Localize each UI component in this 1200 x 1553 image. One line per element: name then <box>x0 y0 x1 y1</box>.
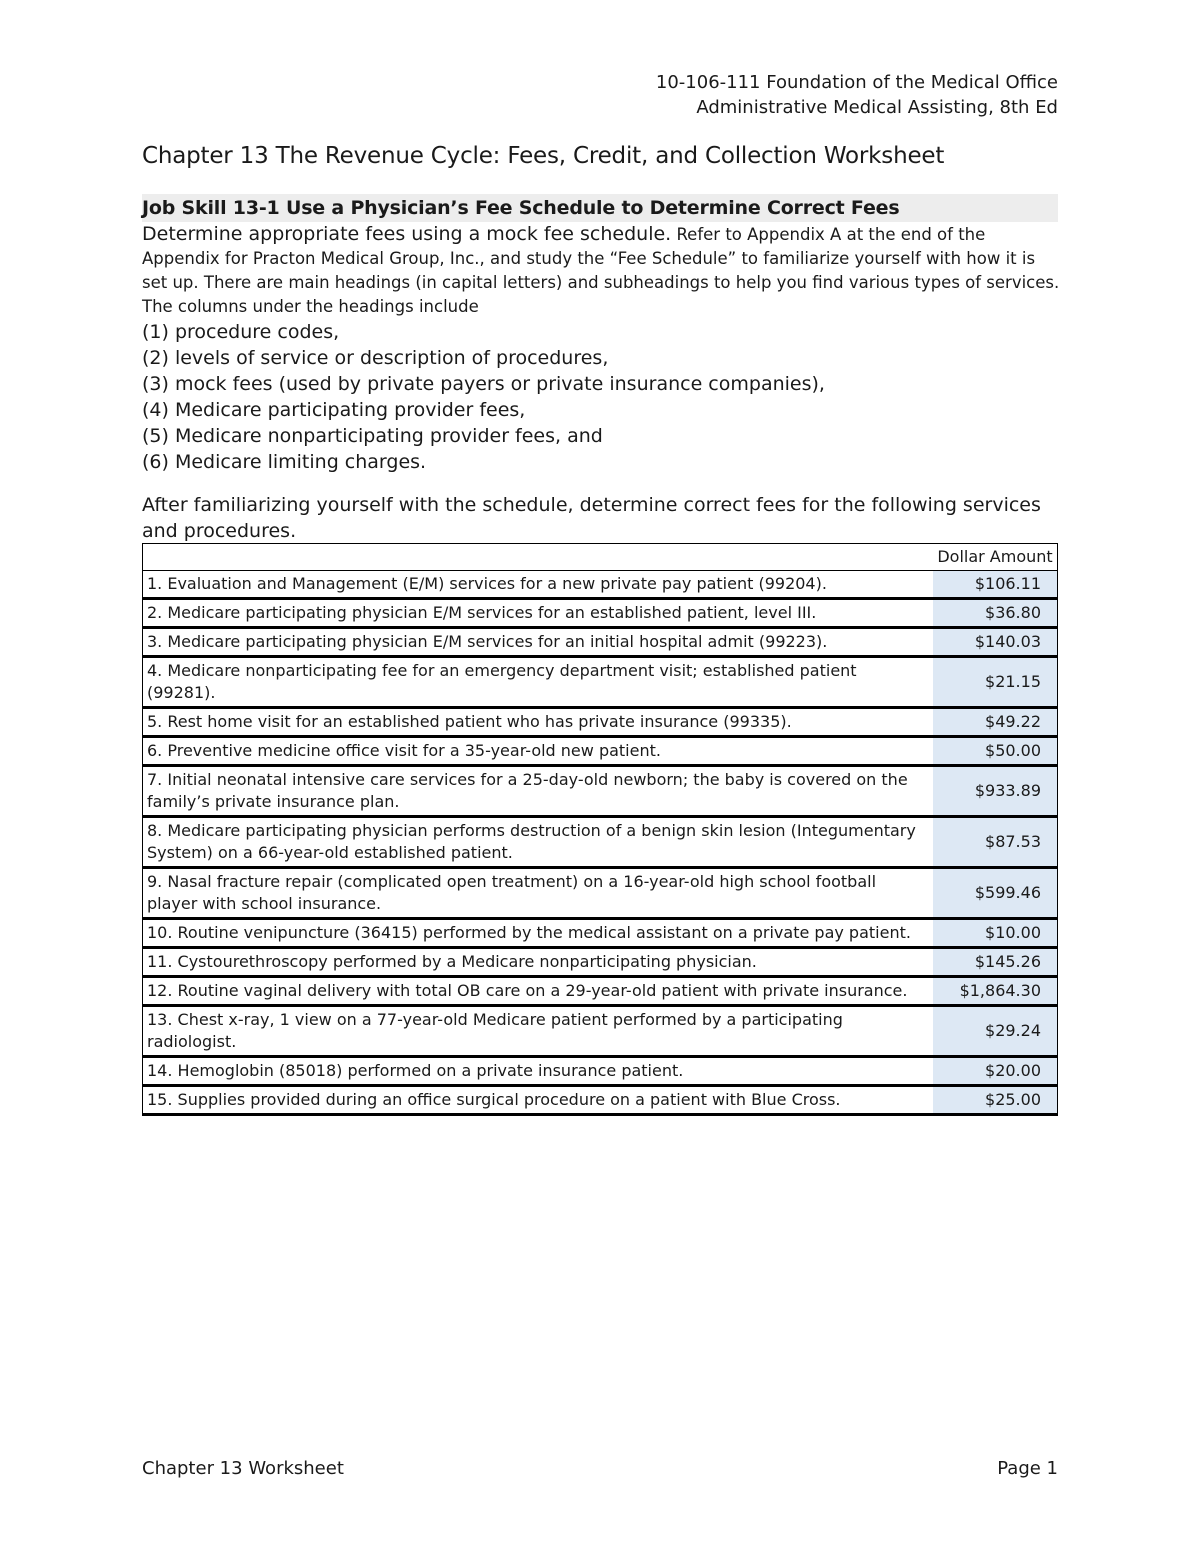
footer-chapter: Chapter 13 Worksheet <box>142 1458 344 1479</box>
column-list <box>142 319 1062 475</box>
table-row <box>143 599 1058 628</box>
table-row <box>143 1057 1058 1086</box>
dollar-amount: $599.46 <box>933 868 1058 919</box>
list-item: (2) levels of service or description of procedures, <box>142 347 609 369</box>
dollar-amount: $21.15 <box>933 657 1058 708</box>
service-description: 2. Medicare participating physician E/M services for an established patient, level III. <box>143 599 934 628</box>
dollar-amount: $49.22 <box>933 708 1058 737</box>
instructions <box>142 222 1062 475</box>
service-description: 14. Hemoglobin (85018) performed on a private insurance patient. <box>143 1057 934 1086</box>
intro-lead: Determine appropriate fees using a mock fee schedule. <box>142 223 672 245</box>
course-title: 10-106-111 Foundation of the Medical Office <box>655 72 1058 93</box>
table-row <box>143 868 1058 919</box>
table-row <box>143 1086 1058 1115</box>
fee-table <box>142 543 1058 1116</box>
intro-text: Refer to Appendix A at the end of the Appendix for Practon Medical Group, Inc., and study the “Fee Schedule” to familiarize yourself with how it is set up. There are main headings (in capital letters) and subheadings to help you find various types of services. The columns under the headings include <box>142 225 1060 316</box>
dollar-amount: $145.26 <box>933 948 1058 977</box>
book-title: Administrative Medical Assisting, 8th Ed <box>696 97 1058 118</box>
after-paragraph: After familiarizing yourself with the schedule, determine correct fees for the following services and procedures. <box>142 494 1041 542</box>
table-row <box>143 628 1058 657</box>
service-description: 9. Nasal fracture repair (complicated open treatment) on a 16-year-old high school football player with school insurance. <box>143 868 934 919</box>
list-item: (5) Medicare nonparticipating provider fees, and <box>142 425 603 447</box>
list-item: (6) Medicare limiting charges. <box>142 451 427 473</box>
service-description: 8. Medicare participating physician performs destruction of a benign skin lesion (Integumentary System) on a 66-year-old established patient. <box>143 817 934 868</box>
table-row <box>143 708 1058 737</box>
service-description: 5. Rest home visit for an established patient who has private insurance (99335). <box>143 708 934 737</box>
amount-header: Dollar Amount <box>933 544 1058 571</box>
dollar-amount: $933.89 <box>933 766 1058 817</box>
dollar-amount: $1,864.30 <box>933 977 1058 1006</box>
page-title: Chapter 13 The Revenue Cycle: Fees, Credit, and Collection Worksheet <box>142 143 945 169</box>
dollar-amount: $29.24 <box>933 1006 1058 1057</box>
table-header-row <box>143 544 1058 571</box>
page-header <box>656 70 1058 120</box>
service-description: 11. Cystourethroscopy performed by a Medicare nonparticipating physician. <box>143 948 934 977</box>
dollar-amount: $106.11 <box>933 571 1058 599</box>
job-skill-heading: Job Skill 13-1 Use a Physician’s Fee Schedule to Determine Correct Fees <box>142 197 900 219</box>
service-description: 1. Evaluation and Management (E/M) services for a new private pay patient (99204). <box>143 571 934 599</box>
table-row <box>143 766 1058 817</box>
dollar-amount: $25.00 <box>933 1086 1058 1115</box>
dollar-amount: $36.80 <box>933 599 1058 628</box>
dollar-amount: $140.03 <box>933 628 1058 657</box>
page-number: Page 1 <box>997 1458 1058 1479</box>
service-description: 6. Preventive medicine office visit for a 35-year-old new patient. <box>143 737 934 766</box>
table-row <box>143 737 1058 766</box>
service-description: 7. Initial neonatal intensive care services for a 25-day-old newborn; the baby is covered on the family’s private insurance plan. <box>143 766 934 817</box>
service-description: 13. Chest x-ray, 1 view on a 77-year-old Medicare patient performed by a participating radiologist. <box>143 1006 934 1057</box>
intro-paragraph <box>142 222 1062 319</box>
list-item: (1) procedure codes, <box>142 321 340 343</box>
table-row <box>143 817 1058 868</box>
service-description: 15. Supplies provided during an office surgical procedure on a patient with Blue Cross. <box>143 1086 934 1115</box>
list-item: (4) Medicare participating provider fees, <box>142 399 526 421</box>
table-row <box>143 948 1058 977</box>
fee-table-body <box>143 571 1058 1115</box>
dollar-amount: $20.00 <box>933 1057 1058 1086</box>
list-item: (3) mock fees (used by private payers or private insurance companies), <box>142 373 825 395</box>
table-row <box>143 1006 1058 1057</box>
table-row <box>143 977 1058 1006</box>
service-description: 12. Routine vaginal delivery with total OB care on a 29-year-old patient with private insurance. <box>143 977 934 1006</box>
table-row <box>143 571 1058 599</box>
service-description: 4. Medicare nonparticipating fee for an emergency department visit; established patient (99281). <box>143 657 934 708</box>
service-description: 3. Medicare participating physician E/M services for an initial hospital admit (99223). <box>143 628 934 657</box>
table-row <box>143 919 1058 948</box>
table-row <box>143 657 1058 708</box>
dollar-amount: $10.00 <box>933 919 1058 948</box>
description-header <box>143 544 934 571</box>
dollar-amount: $87.53 <box>933 817 1058 868</box>
service-description: 10. Routine venipuncture (36415) performed by the medical assistant on a private pay patient. <box>143 919 934 948</box>
dollar-amount: $50.00 <box>933 737 1058 766</box>
